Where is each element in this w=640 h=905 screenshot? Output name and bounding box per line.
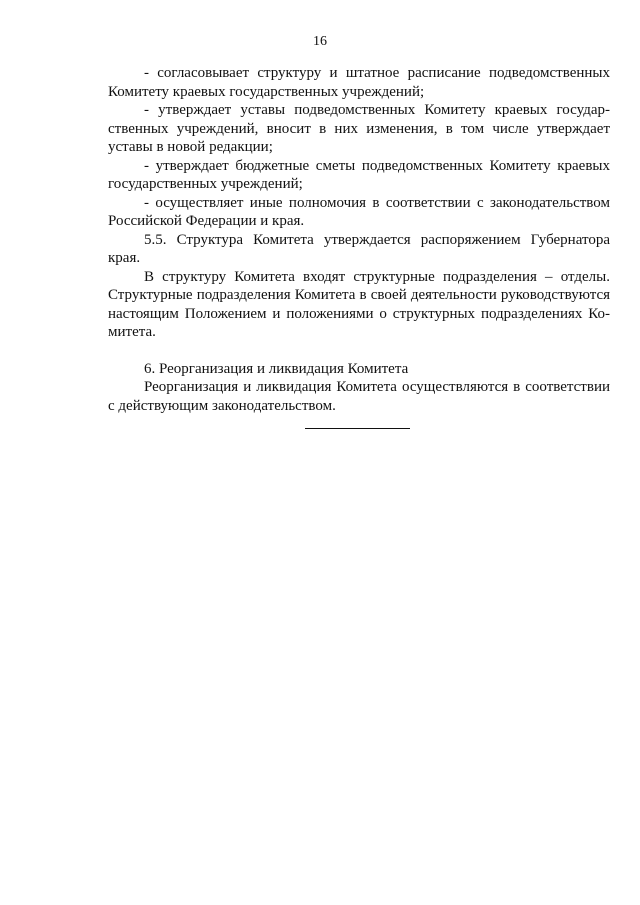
paragraph-other-powers: - осуществляет иные полномочия в соответствии с законодательством Российской Федерации и края. [108, 194, 610, 229]
paragraph-approve-budgets: - утверждает бюджетные сметы подведомственных Комитету краевых государственных учреждений; [108, 157, 610, 192]
page-number: 16 [313, 34, 327, 49]
paragraph-approve-structure: - согласовывает структуру и штатное расписание подведомственных Комитету краевых государственных учреждений; [108, 65, 610, 100]
paragraph-approve-charters: - утверждает уставы подведомственных Комитету краевых государственных учреждений, вносит в них изменения, в том числе утверждает уставы в новой редакции; [108, 102, 610, 155]
paragraph-5-5-structure: 5.5. Структура Комитета утверждается распоряжением Губернатора края. [108, 231, 610, 266]
section-6-heading: 6. Реорганизация и ликвидация Комитета [144, 360, 409, 377]
section-6-text: Реорганизация и ликвидация Комитета осуществляются в соответствии с действующим законодательством. [108, 379, 610, 414]
document-body [108, 64, 610, 415]
end-divider [305, 428, 410, 429]
paragraph-divisions: В структуру Комитета входят структурные подразделения – отделы. Структурные подразделения Комитета в своей деятельности руководствуются настоящим Положением и положениями о структурных подразделениях Комитета. [108, 268, 610, 340]
